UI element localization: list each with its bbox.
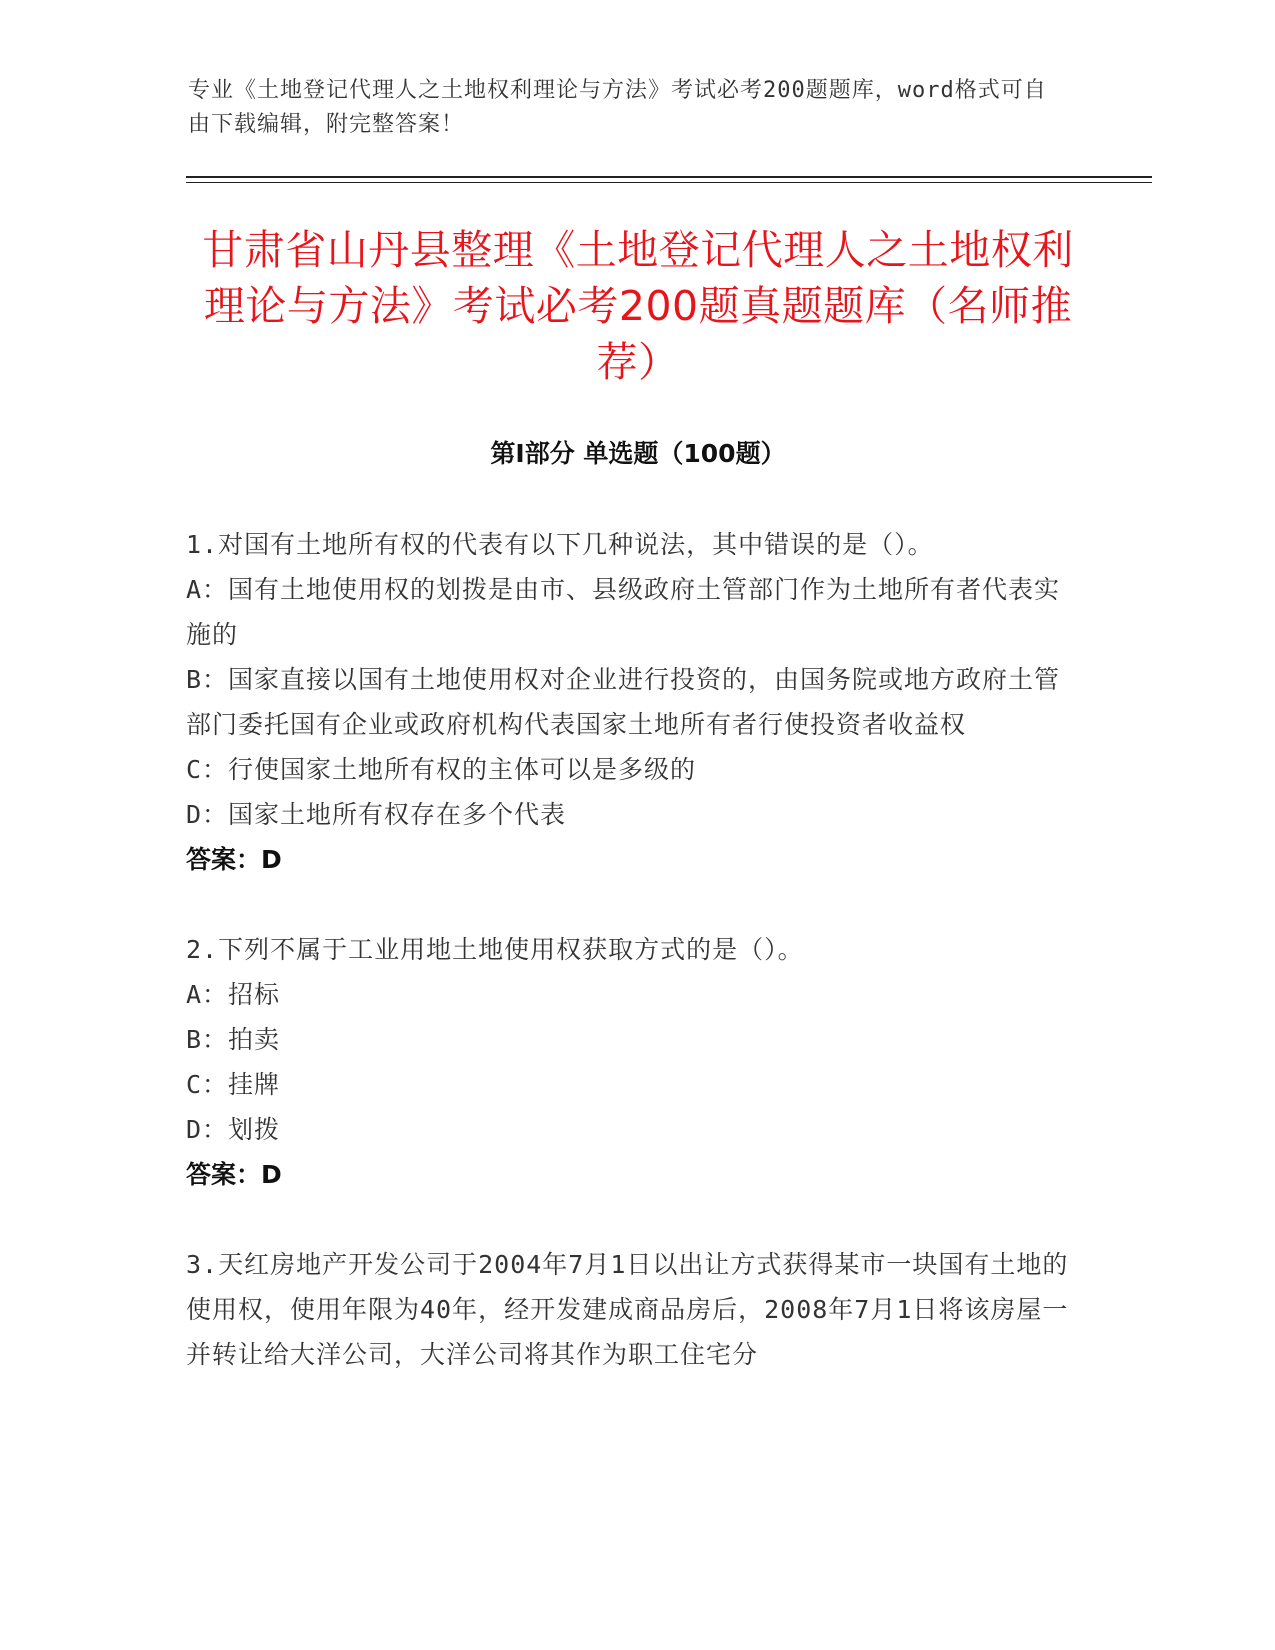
- option-b: B：国家直接以国有土地使用权对企业进行投资的，由国务院或地方政府土管部门委托国有企业或政府机构代表国家土地所有者行使投资者收益权: [186, 665, 1061, 739]
- question-list: [186, 522, 1086, 1422]
- header-divider-thin: [186, 182, 1152, 183]
- header-divider-thick: [186, 176, 1152, 178]
- section-title: 第Ⅰ部分 单选题（100题）: [490, 439, 786, 468]
- header-note: 专业《土地登记代理人之土地权利理论与方法》考试必考200题题库，word格式可自由下载编辑，附完整答案！: [188, 78, 1047, 137]
- option-d: D：国家土地所有权存在多个代表: [186, 800, 567, 829]
- question-1: [186, 522, 1086, 882]
- option-a: A：招标: [186, 980, 281, 1009]
- option-d: D：划拨: [186, 1115, 281, 1144]
- question-stem: 2.下列不属于工业用地土地使用权获取方式的是（）。: [186, 935, 804, 964]
- question-stem: 3.天红房地产开发公司于2004年7月1日以出让方式获得某市一块国有土地的使用权，使用年限为40年，经开发建成商品房后，2008年7月1日将该房屋一并转让给大洋公司，大洋公司将其作为职工住宅分: [186, 1250, 1069, 1369]
- option-b: B：拍卖: [186, 1025, 281, 1054]
- option-a: A：国有土地使用权的划拨是由市、县级政府土管部门作为土地所有者代表实施的: [186, 575, 1061, 649]
- question-2: [186, 927, 1086, 1197]
- option-c: C：挂牌: [186, 1070, 281, 1099]
- document-title: 甘肃省山丹县整理《土地登记代理人之土地权利理论与方法》考试必考200题真题题库（名师推荐）: [202, 226, 1074, 386]
- question-3: [186, 1242, 1086, 1377]
- question-stem: 1.对国有土地所有权的代表有以下几种说法，其中错误的是（）。: [186, 530, 934, 559]
- option-c: C：行使国家土地所有权的主体可以是多级的: [186, 755, 697, 784]
- answer-line: 答案：D: [186, 1160, 282, 1189]
- answer-line: 答案：D: [186, 845, 282, 874]
